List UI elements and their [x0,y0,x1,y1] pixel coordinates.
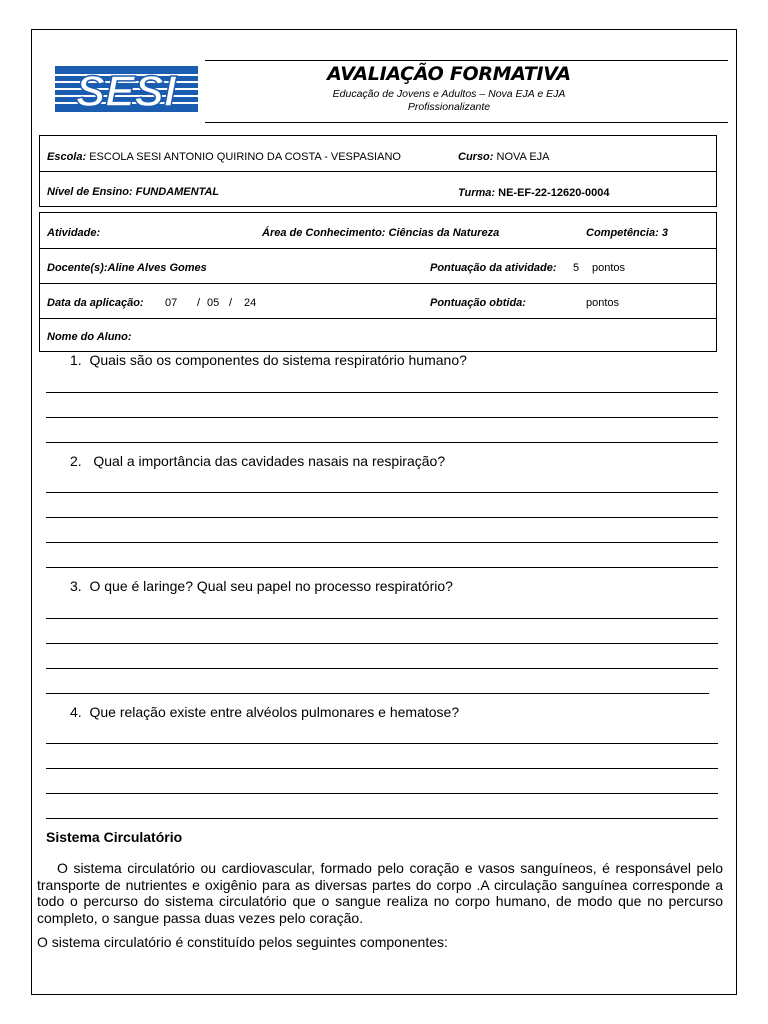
divider [40,283,716,284]
pontuacao-atividade-row [430,262,557,274]
section-paragraph-1: O sistema circulatório ou cardiovascular, formado pelo coração e vasos sanguíneos, é responsável pelo transporte de nutrientes e oxigênio para as diversas partes do corpo .A circulação sanguínea corresponde a todo o percurso do sistema circulatório que o sangue realiza no corpo humano, de modo que no percurso completo, o sangue passa duas vezes pelo coração. [37,860,723,926]
docente-label: Docente(s): [47,262,108,274]
nome-row [47,331,132,343]
area-value: Ciências da Natureza [388,227,500,239]
answer-line[interactable] [46,517,718,518]
divider [40,248,716,249]
document-subtitle-line2: Profissionalizante [407,101,491,113]
competencia-row [586,227,668,239]
competencia-label: Competência: [586,227,659,239]
sesi-logo [55,66,198,112]
question-text: Quais são os componentes do sistema respiratório humano? [89,352,467,368]
answer-line[interactable] [46,567,718,568]
nivel-value: FUNDAMENTAL [135,186,220,198]
escola-value: ESCOLA SESI ANTONIO QUIRINO DA COSTA - VESPASIANO [89,151,401,163]
turma-label: Turma: [458,187,496,199]
question-text: O que é laringe? Qual seu papel no processo respiratório? [89,578,453,594]
data-sep1: / [197,297,201,309]
data-label: Data da aplicação: [47,297,144,309]
turma-value: NE-EF-22-12620-0004 [498,187,610,199]
question-2 [70,453,445,469]
docente-row [47,262,207,274]
pontos-unit2: pontos [586,297,620,309]
question-1 [70,352,467,368]
answer-line[interactable] [46,643,718,644]
answer-line[interactable] [46,768,718,769]
pontuacao-atividade-label: Pontuação da atividade: [430,262,557,274]
question-text: Qual a importância das cavidades nasais na respiração? [93,453,446,469]
question-number: 1. [70,352,82,368]
data-month: 05 [207,297,220,309]
divider [40,171,716,172]
data-sep2: / [229,297,233,309]
answer-line[interactable] [46,693,709,694]
document-title: AVALIAÇÃO FORMATIVA [327,63,571,85]
pontuacao-obtida-row [430,297,526,309]
answer-line[interactable] [46,417,718,418]
escola-label: Escola: [47,151,87,163]
competencia-value: 3 [661,227,668,239]
question-4 [70,704,459,720]
header-rule-bottom [205,122,728,123]
data-year: 24 [244,297,257,309]
answer-line[interactable] [46,542,718,543]
section-paragraph-2: O sistema circulatório é constituído pelos seguintes componentes: [37,934,448,950]
answer-line[interactable] [46,743,718,744]
question-number: 4. [70,704,82,720]
pontos-unit: pontos [592,262,626,274]
answer-line[interactable] [46,668,718,669]
answer-line[interactable] [46,392,718,393]
question-number: 2. [70,453,82,469]
escola-row [47,151,401,163]
divider [40,318,716,319]
nivel-row [47,186,219,198]
nivel-label: Nível de Ensino: [47,186,133,198]
pontuacao-obtida-label: Pontuação obtida: [430,297,526,309]
curso-value: NOVA EJA [496,151,550,163]
question-3 [70,578,453,594]
question-text: Que relação existe entre alvéolos pulmonares e hematose? [89,704,460,720]
question-number: 3. [70,578,82,594]
answer-line[interactable] [46,442,718,443]
answer-line[interactable] [46,793,718,794]
docente-value: Aline Alves Gomes [107,262,207,274]
curso-label: Curso: [458,151,494,163]
header-rule-top [205,60,728,61]
answer-line[interactable] [46,492,718,493]
pontuacao-atividade-value: 5 [573,262,580,274]
curso-row [458,151,550,163]
area-row [262,227,499,239]
turma-row [458,187,609,199]
answer-line[interactable] [46,618,718,619]
atividade-label: Atividade: [47,227,101,239]
area-label: Área de Conhecimento: [262,227,386,239]
document-subtitle-line1: Educação de Jovens e Adultos – Nova EJA e EJA [332,88,566,100]
section-title: Sistema Circulatório [46,829,183,845]
atividade-row [47,227,100,239]
answer-line[interactable] [46,818,718,819]
nome-label: Nome do Aluno: [47,331,132,343]
logo-text: SESI [75,67,177,112]
data-day: 07 [165,297,178,309]
